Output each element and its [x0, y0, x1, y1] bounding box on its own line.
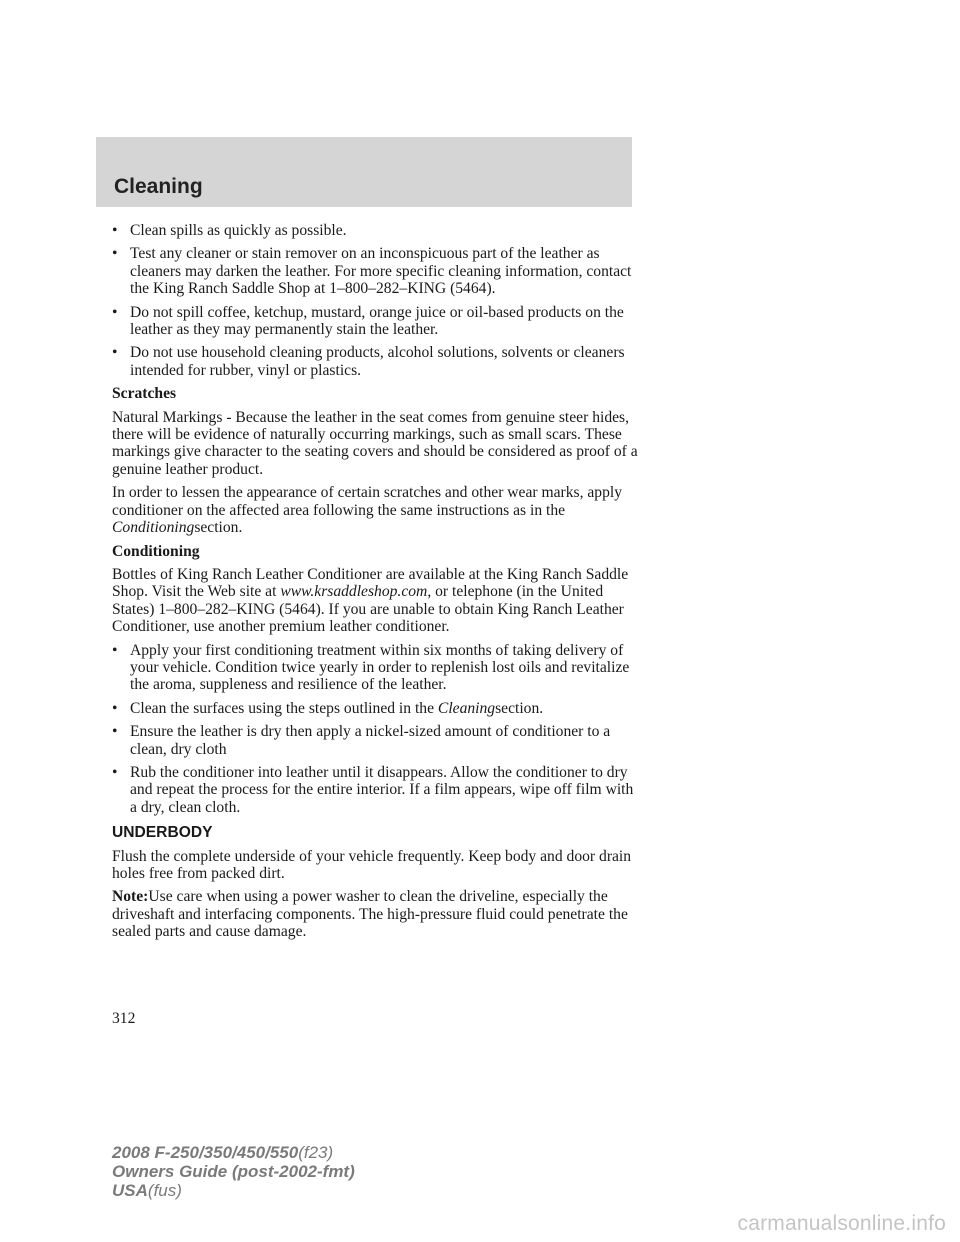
watermark: carmanualsonline.info — [737, 1212, 946, 1235]
page-number: 312 — [112, 1010, 136, 1027]
note-label: Note: — [112, 888, 149, 906]
footer-line-region: USA(fus) — [112, 1181, 182, 1200]
bullet-icon: • — [112, 699, 118, 717]
web-site-link[interactable]: www.krsaddleshop.com — [280, 583, 428, 601]
cleaning-reference: Cleaning — [437, 699, 496, 717]
conditioning-paragraph: Bottles of King Ranch Leather Conditioner are available at the King Ranch Saddle Shop. Visit the Web site at www.krsaddleshop.com, or telephone (in the United States) 1–800–282–KING (5464). If you are unable to obtain King Ranch Leather Conditioner, use another premium leather conditioner. — [112, 565, 629, 636]
note-paragraph: Note:Use care when using a power washer to clean the driveline, especially the driveshaft and interfacing components. The high-pressure fluid could penetrate the sealed parts and cause damage. — [112, 888, 628, 941]
list-item: • Ensure the leather is dry then apply a nickel-sized amount of conditioner to a clean, dry cloth — [112, 723, 611, 758]
list-item: • Test any cleaner or stain remover on an inconspicuous part of the leather as cleaners may darken the leather. For more specific cleaning information, contact the King Ranch Saddle Shop at 1–800–282–KING (5464). — [112, 245, 632, 298]
footer — [112, 1143, 355, 1200]
footer-line-guide: Owners Guide (post-2002-fmt) — [112, 1162, 355, 1181]
list-item: • Clean the surfaces using the steps outlined in the Cleaningsection. — [112, 699, 544, 717]
list-item: • Rub the conditioner into leather until it disappears. Allow the conditioner to dry and repeat the process for the entire interior. If a film appears, wipe off film with a dry, clean cloth. — [112, 763, 634, 816]
footer-line-model: 2008 F-250/350/450/550(f23) — [112, 1143, 334, 1162]
bullet-icon: • — [112, 222, 118, 239]
underbody-paragraph: Flush the complete underside of your vehicle frequently. Keep body and door drain holes free from packed dirt. — [112, 847, 632, 882]
list-item: • Do not use household cleaning products, alcohol solutions, solvents or cleaners intended for rubber, vinyl or plastics. — [112, 344, 625, 379]
scratches-paragraph: In order to lessen the appearance of certain scratches and other wear marks, apply conditioner on the affected area following the same instructions as in the Conditioningsection. — [112, 484, 623, 537]
bullet-icon: • — [112, 303, 118, 321]
bullet-icon: • — [112, 763, 118, 781]
main-content — [112, 222, 642, 947]
scratches-heading: Scratches — [112, 385, 177, 403]
conditioning-heading: Conditioning — [112, 542, 200, 560]
bullet-icon: • — [112, 723, 118, 741]
bullet-icon: • — [112, 245, 118, 263]
bullet-icon: • — [112, 344, 118, 362]
underbody-heading: UNDERBODY — [112, 824, 213, 842]
bullet-icon: • — [112, 641, 118, 659]
natural-markings-paragraph: Natural Markings - Because the leather in the seat comes from genuine steer hides, there will be evidence of naturally occurring markings, such as small scars. These markings give character to the seating covers and should be considered as proof of a genuine leather product. — [112, 408, 638, 478]
list-item: • Apply your first conditioning treatment within six months of taking delivery of your vehicle. Condition twice yearly in order to replenish lost oils and revitalize the aroma, suppleness and resilience of the leather. — [112, 641, 630, 694]
conditioning-reference: Conditioning — [112, 519, 195, 537]
page-title: Cleaning — [114, 175, 203, 198]
list-item: • Clean spills as quickly as possible. — [112, 222, 347, 239]
list-item: • Do not spill coffee, ketchup, mustard, orange juice or oil-based products on the leather as they may permanently stain the leather. — [112, 303, 624, 339]
